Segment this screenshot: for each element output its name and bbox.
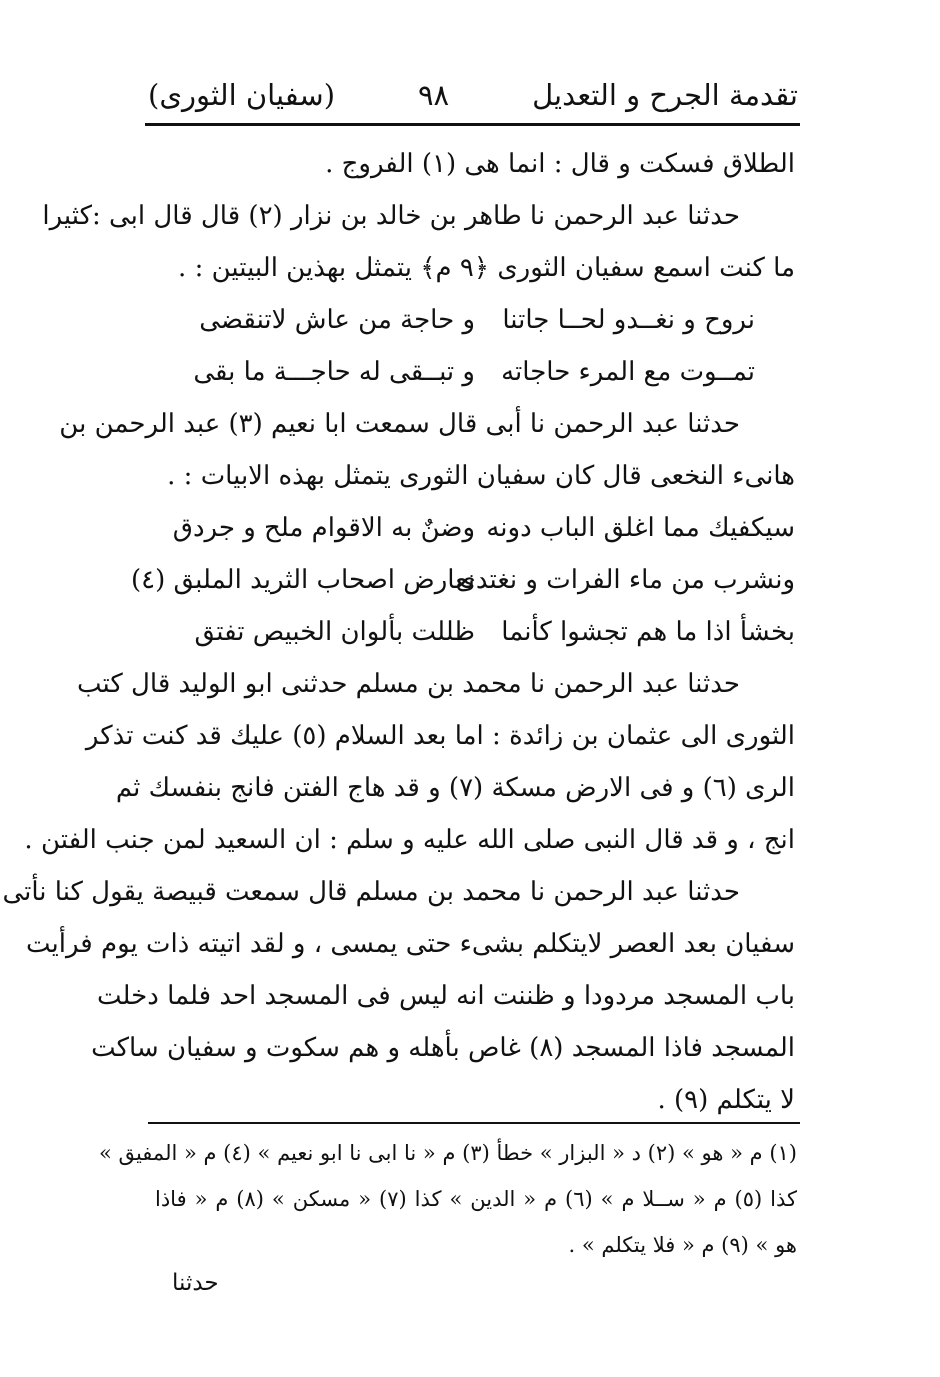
verse-first-hemistich: بخشأ اذا ما هم تجشوا كأنما xyxy=(501,617,795,647)
text-line: المسجد فاذا المسجد (٨) غاص بأهله و هم سكوت و سفيان ساكت xyxy=(91,1033,795,1063)
verse-second-hemistich: و حاجة من عاش لاتنقضى xyxy=(199,305,475,335)
section-title: (سفيان الثورى) xyxy=(148,78,336,112)
verse-second-hemistich: ظللت بألوان الخبيص تفتق xyxy=(194,617,475,647)
text-line: الرى (٦) و فى الارض مسكة (٧) و قد هاج الفتن فانج بنفسك ثم xyxy=(115,773,795,803)
verse-line xyxy=(155,606,795,658)
verse-line xyxy=(155,502,795,554)
text-line: هانىء النخعى قال كان سفيان الثورى يتمثل بهذه الابيات : . xyxy=(167,461,795,491)
text-line: الطلاق فسكت و قال : انما هى (١) الفروج . xyxy=(325,149,795,179)
verse-first-hemistich: نروح و نغــدو لحــا جاتنا xyxy=(502,305,755,335)
text-line: باب المسجد مردودا و ظننت انه ليس فى المسجد احد فلما دخلت xyxy=(97,981,795,1011)
verse-line xyxy=(155,294,795,346)
book-title: تقدمة الجرح و التعديل xyxy=(532,78,798,112)
verse-first-hemistich: تمــوت مع المرء حاجاته xyxy=(501,357,755,387)
verse-line xyxy=(130,554,795,606)
text-line: حدثنا عبد الرحمن نا طاهر بن خالد بن نزار (٢) قال قال ابى :كثيرا xyxy=(42,201,740,231)
verse-first-hemistich: ونشرب من ماء الفرات و نغتدى xyxy=(455,565,795,595)
verse-first-hemistich: سيكفيك مما اغلق الباب دونه xyxy=(486,513,795,543)
text-line: لا يتكلم (٩) . xyxy=(657,1085,795,1115)
text-line: الثورى الى عثمان بن زائدة : اما بعد السلام (٥) عليك قد كنت تذكر xyxy=(85,721,795,751)
verse-second-hemistich: نعارض اصحاب الثريد الملبق (٤) xyxy=(130,565,475,595)
footnote-line: كذا (٥) م « ســلا م » (٦) م « الدين » كذا (٧) « مسكن » (٨) م « فاذا xyxy=(155,1187,797,1211)
main-text xyxy=(2,138,795,1126)
text-line: حدثنا عبد الرحمن نا أبى قال سمعت ابا نعيم (٣) عبد الرحمن بن xyxy=(59,409,740,439)
verse-line xyxy=(155,346,795,398)
footnote-line: هو » (٩) م « فلا يتكلم » . xyxy=(568,1233,797,1257)
footnote-rule xyxy=(148,1122,800,1124)
page-header xyxy=(148,72,798,118)
text-line: انج ، و قد قال النبى صلى الله عليه و سلم : ان السعيد لمن جنب الفتن . xyxy=(24,825,795,855)
text-line: حدثنا عبد الرحمن نا محمد بن مسلم قال سمعت قبيصة يقول كنا نأتى xyxy=(2,877,740,907)
text-line: ما كنت اسمع سفيان الثورى ﴿٩ م﴾ يتمثل بهذين البيتين : . xyxy=(178,253,795,283)
page-number: ٩٨ xyxy=(417,78,450,112)
text-line: حدثنا عبد الرحمن نا محمد بن مسلم حدثنى ابو الوليد قال كتب xyxy=(77,669,740,699)
verse-second-hemistich: وضنٌ به الاقوام ملح و جردق xyxy=(172,513,475,543)
footnote-line: (١) م « هو » (٢) د « البزار » خطأ (٣) م « نا ابى نا ابو نعيم » (٤) م « المفيق » xyxy=(98,1141,797,1165)
footnotes xyxy=(98,1130,797,1268)
text-line: سفيان بعد العصر لايتكلم بشىء حتى يمسى ، و لقد اتيته ذات يوم فرأيت xyxy=(25,929,795,959)
verse-second-hemistich: و تبــقى له حاجـــة ما بقى xyxy=(193,357,475,387)
header-rule xyxy=(145,123,800,126)
catchword: حدثنا xyxy=(172,1270,219,1296)
